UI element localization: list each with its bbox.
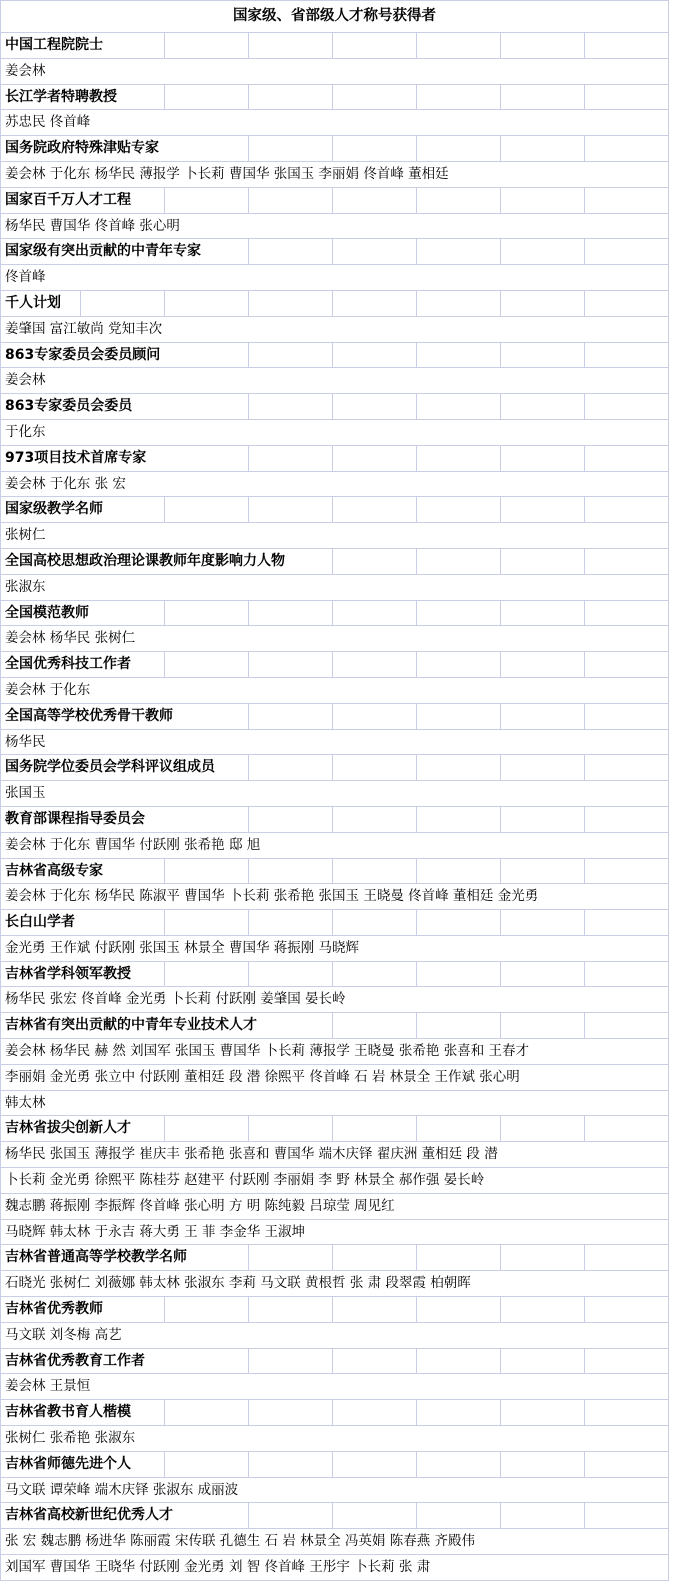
recipient-names: 姜会林 杨华民 赫 然 刘国军 张国玉 曹国华 卜长莉 薄报学 王晓曼 张希艳 张喜和 王春才 xyxy=(1,1039,669,1065)
names-row xyxy=(1,523,669,549)
recipient-names: 张 宏 魏志鹏 杨进华 陈丽霞 宋传联 孔德生 石 岩 林景全 冯英娟 陈春燕 齐殿伟 xyxy=(1,1529,669,1555)
empty-cell xyxy=(585,806,669,832)
empty-cell xyxy=(585,858,669,884)
empty-cell xyxy=(249,1451,333,1477)
category-title: 吉林省拔尖创新人才 xyxy=(1,1116,165,1142)
empty-cell xyxy=(333,33,417,59)
empty-cell xyxy=(165,33,249,59)
empty-cell xyxy=(249,290,333,316)
names-row xyxy=(1,935,669,961)
empty-cell xyxy=(417,1400,501,1426)
empty-cell xyxy=(585,1400,669,1426)
names-row xyxy=(1,884,669,910)
empty-cell xyxy=(417,394,501,420)
empty-cell xyxy=(333,910,417,936)
empty-cell xyxy=(165,652,249,678)
empty-cell xyxy=(249,703,333,729)
empty-cell xyxy=(417,1348,501,1374)
category-title: 国务院学位委员会学科评议组成员 xyxy=(1,755,249,781)
names-row xyxy=(1,471,669,497)
category-title: 973项目技术首席专家 xyxy=(1,445,249,471)
empty-cell xyxy=(585,342,669,368)
empty-cell xyxy=(249,652,333,678)
empty-cell xyxy=(585,548,669,574)
recipient-names: 石晓光 张树仁 刘薇娜 韩太林 张淑东 李莉 马文联 黄根哲 张 肃 段翠霞 柏朝晖 xyxy=(1,1271,669,1297)
empty-cell xyxy=(501,910,585,936)
names-row xyxy=(1,1039,669,1065)
empty-cell xyxy=(165,1297,249,1323)
empty-cell xyxy=(417,136,501,162)
category-title: 吉林省普通高等学校教学名师 xyxy=(1,1245,249,1271)
empty-cell xyxy=(333,84,417,110)
empty-cell xyxy=(417,910,501,936)
empty-cell xyxy=(333,290,417,316)
names-row xyxy=(1,316,669,342)
empty-cell xyxy=(417,33,501,59)
empty-cell xyxy=(249,858,333,884)
empty-cell xyxy=(417,652,501,678)
empty-cell xyxy=(249,1348,333,1374)
empty-cell xyxy=(501,497,585,523)
category-title: 吉林省有突出贡献的中青年专业技术人才 xyxy=(1,1013,333,1039)
empty-cell xyxy=(249,239,333,265)
category-row xyxy=(1,290,669,316)
empty-cell xyxy=(333,1348,417,1374)
recipient-names: 姜会林 于化东 xyxy=(1,677,669,703)
category-row xyxy=(1,1400,669,1426)
names-row xyxy=(1,1271,669,1297)
category-title: 全国高等学校优秀骨干教师 xyxy=(1,703,249,729)
category-title: 长江学者特聘教授 xyxy=(1,84,165,110)
category-row xyxy=(1,1503,669,1529)
empty-cell xyxy=(249,1503,333,1529)
recipient-names: 杨华民 曹国华 佟首峰 张心明 xyxy=(1,213,669,239)
category-title: 吉林省高级专家 xyxy=(1,858,165,884)
names-row xyxy=(1,1064,669,1090)
empty-cell xyxy=(501,755,585,781)
category-title: 吉林省高校新世纪优秀人才 xyxy=(1,1503,249,1529)
empty-cell xyxy=(585,1297,669,1323)
category-title: 国家级教学名师 xyxy=(1,497,165,523)
empty-cell xyxy=(333,703,417,729)
empty-cell xyxy=(249,136,333,162)
category-row xyxy=(1,1245,669,1271)
empty-cell xyxy=(585,445,669,471)
empty-cell xyxy=(249,187,333,213)
category-row xyxy=(1,961,669,987)
empty-cell xyxy=(333,187,417,213)
empty-cell xyxy=(417,239,501,265)
empty-cell xyxy=(165,1451,249,1477)
category-title: 中国工程院院士 xyxy=(1,33,165,59)
empty-cell xyxy=(501,342,585,368)
empty-cell xyxy=(501,84,585,110)
empty-cell xyxy=(165,1400,249,1426)
category-row xyxy=(1,548,669,574)
empty-cell xyxy=(501,1503,585,1529)
empty-cell xyxy=(585,394,669,420)
empty-cell xyxy=(417,445,501,471)
empty-cell xyxy=(333,755,417,781)
recipient-names: 马晓辉 韩太林 于永吉 蒋大勇 王 菲 李金华 王淑坤 xyxy=(1,1219,669,1245)
names-row xyxy=(1,729,669,755)
empty-cell xyxy=(417,342,501,368)
names-row xyxy=(1,1168,669,1194)
recipient-names: 张国玉 xyxy=(1,781,669,807)
category-title: 863专家委员会委员顾问 xyxy=(1,342,249,368)
recipient-names: 卜长莉 金光勇 徐熙平 陈桂芬 赵建平 付跃刚 李丽娟 李 野 林景全 郝作强 晏长岭 xyxy=(1,1168,669,1194)
empty-cell xyxy=(585,1503,669,1529)
empty-cell xyxy=(417,858,501,884)
empty-cell xyxy=(585,652,669,678)
empty-cell xyxy=(249,394,333,420)
names-row xyxy=(1,626,669,652)
empty-cell xyxy=(501,33,585,59)
category-row xyxy=(1,239,669,265)
category-row xyxy=(1,187,669,213)
names-row xyxy=(1,1426,669,1452)
empty-cell xyxy=(165,961,249,987)
empty-cell xyxy=(249,806,333,832)
category-row xyxy=(1,600,669,626)
empty-cell xyxy=(501,600,585,626)
empty-cell xyxy=(585,497,669,523)
category-row xyxy=(1,1013,669,1039)
names-row xyxy=(1,110,669,136)
category-title: 吉林省优秀教育工作者 xyxy=(1,1348,249,1374)
empty-cell xyxy=(501,858,585,884)
empty-cell xyxy=(501,703,585,729)
empty-cell xyxy=(249,445,333,471)
empty-cell xyxy=(333,806,417,832)
empty-cell xyxy=(417,1116,501,1142)
category-row xyxy=(1,806,669,832)
empty-cell xyxy=(417,1451,501,1477)
names-row xyxy=(1,1555,669,1581)
empty-cell xyxy=(585,1348,669,1374)
empty-cell xyxy=(165,290,249,316)
recipient-names: 马文联 刘冬梅 高艺 xyxy=(1,1322,669,1348)
empty-cell xyxy=(333,239,417,265)
recipient-names: 魏志鹏 蒋振刚 李振辉 佟首峰 张心明 方 明 陈纯毅 吕琼莹 周见红 xyxy=(1,1193,669,1219)
category-row xyxy=(1,342,669,368)
recipient-names: 金光勇 王作斌 付跃刚 张国玉 林景全 曹国华 蒋振刚 马晓辉 xyxy=(1,935,669,961)
category-title: 国家级有突出贡献的中青年专家 xyxy=(1,239,249,265)
empty-cell xyxy=(585,755,669,781)
recipient-names: 张树仁 张希艳 张淑东 xyxy=(1,1426,669,1452)
recipient-names: 姜会林 于化东 曹国华 付跃刚 张希艳 邸 旭 xyxy=(1,832,669,858)
names-row xyxy=(1,832,669,858)
empty-cell xyxy=(585,33,669,59)
empty-cell xyxy=(249,1245,333,1271)
empty-cell xyxy=(249,600,333,626)
empty-cell xyxy=(165,187,249,213)
empty-cell xyxy=(501,1116,585,1142)
empty-cell xyxy=(501,239,585,265)
empty-cell xyxy=(585,1245,669,1271)
category-title: 吉林省师德先进个人 xyxy=(1,1451,165,1477)
empty-cell xyxy=(165,497,249,523)
empty-cell xyxy=(501,1245,585,1271)
empty-cell xyxy=(585,703,669,729)
empty-cell xyxy=(165,910,249,936)
recipient-names: 姜肇国 富江敏尚 党知丰次 xyxy=(1,316,669,342)
empty-cell xyxy=(501,1451,585,1477)
empty-cell xyxy=(585,239,669,265)
recipient-names: 姜会林 杨华民 张树仁 xyxy=(1,626,669,652)
category-row xyxy=(1,1297,669,1323)
category-title: 全国高校思想政治理论课教师年度影响力人物 xyxy=(1,548,333,574)
empty-cell xyxy=(249,910,333,936)
category-row xyxy=(1,652,669,678)
empty-cell xyxy=(585,961,669,987)
category-row xyxy=(1,858,669,884)
names-row xyxy=(1,213,669,239)
empty-cell xyxy=(333,1245,417,1271)
empty-cell xyxy=(249,755,333,781)
empty-cell xyxy=(501,1400,585,1426)
recipient-names: 马文联 谭荣峰 端木庆铎 张淑东 成丽波 xyxy=(1,1477,669,1503)
names-row xyxy=(1,265,669,291)
recipient-names: 姜会林 于化东 杨华民 陈淑平 曹国华 卜长莉 张希艳 张国玉 王晓曼 佟首峰 董相廷 金光勇 xyxy=(1,884,669,910)
empty-cell xyxy=(417,187,501,213)
recipient-names: 佟首峰 xyxy=(1,265,669,291)
category-title: 全国优秀科技工作者 xyxy=(1,652,165,678)
category-row xyxy=(1,1116,669,1142)
names-row xyxy=(1,1529,669,1555)
category-row xyxy=(1,1348,669,1374)
recipient-names: 苏忠民 佟首峰 xyxy=(1,110,669,136)
empty-cell xyxy=(249,1116,333,1142)
recipient-names: 李丽娟 金光勇 张立中 付跃刚 董相廷 段 潜 徐熙平 佟首峰 石 岩 林景全 王作斌 张心明 xyxy=(1,1064,669,1090)
names-row xyxy=(1,987,669,1013)
empty-cell xyxy=(417,961,501,987)
recipient-names: 杨华民 张宏 佟首峰 金光勇 卜长莉 付跃刚 姜肇国 晏长岭 xyxy=(1,987,669,1013)
empty-cell xyxy=(585,600,669,626)
empty-cell xyxy=(333,1013,417,1039)
empty-cell xyxy=(501,548,585,574)
empty-cell xyxy=(249,961,333,987)
empty-cell xyxy=(417,1013,501,1039)
names-row xyxy=(1,1090,669,1116)
empty-cell xyxy=(585,136,669,162)
empty-cell xyxy=(501,1348,585,1374)
empty-cell xyxy=(333,445,417,471)
empty-cell xyxy=(333,394,417,420)
recipient-names: 杨华民 张国玉 薄报学 崔庆丰 张希艳 张喜和 曹国华 端木庆铎 翟庆洲 董相廷 段 潜 xyxy=(1,1142,669,1168)
empty-cell xyxy=(333,858,417,884)
category-title: 吉林省优秀教师 xyxy=(1,1297,165,1323)
empty-cell xyxy=(333,497,417,523)
category-title: 国务院政府特殊津贴专家 xyxy=(1,136,249,162)
names-row xyxy=(1,58,669,84)
empty-cell xyxy=(249,1400,333,1426)
empty-cell xyxy=(585,1451,669,1477)
category-title: 全国模范教师 xyxy=(1,600,165,626)
recipient-names: 刘国军 曹国华 王晓华 付跃刚 金光勇 刘 智 佟首峰 王彤宇 卜长莉 张 肃 xyxy=(1,1555,669,1581)
category-title: 吉林省教书育人楷模 xyxy=(1,1400,165,1426)
empty-cell xyxy=(585,290,669,316)
recipient-names: 姜会林 王景恒 xyxy=(1,1374,669,1400)
names-row xyxy=(1,419,669,445)
names-row xyxy=(1,1322,669,1348)
empty-cell xyxy=(585,1013,669,1039)
category-row xyxy=(1,755,669,781)
empty-cell xyxy=(501,136,585,162)
empty-cell xyxy=(417,806,501,832)
empty-cell xyxy=(333,1297,417,1323)
empty-cell xyxy=(585,910,669,936)
empty-cell xyxy=(333,1503,417,1529)
empty-cell xyxy=(249,497,333,523)
empty-cell xyxy=(417,84,501,110)
empty-cell xyxy=(501,187,585,213)
empty-cell xyxy=(417,600,501,626)
empty-cell xyxy=(333,1400,417,1426)
names-row xyxy=(1,677,669,703)
empty-cell xyxy=(165,84,249,110)
empty-cell xyxy=(249,342,333,368)
empty-cell xyxy=(501,961,585,987)
names-row xyxy=(1,1193,669,1219)
empty-cell xyxy=(417,1297,501,1323)
empty-cell xyxy=(165,600,249,626)
empty-cell xyxy=(417,755,501,781)
recipient-names: 姜会林 于化东 杨华民 薄报学 卜长莉 曹国华 张国玉 李丽娟 佟首峰 董相廷 xyxy=(1,161,669,187)
category-title: 吉林省学科领军教授 xyxy=(1,961,165,987)
empty-cell xyxy=(417,497,501,523)
empty-cell xyxy=(501,1013,585,1039)
empty-cell xyxy=(417,703,501,729)
names-row xyxy=(1,368,669,394)
page-title: 国家级、省部级人才称号获得者 xyxy=(1,1,669,33)
recipient-names: 张淑东 xyxy=(1,574,669,600)
empty-cell xyxy=(417,1503,501,1529)
empty-cell xyxy=(501,652,585,678)
empty-cell xyxy=(333,548,417,574)
names-row xyxy=(1,1374,669,1400)
category-row xyxy=(1,910,669,936)
category-row xyxy=(1,703,669,729)
category-row xyxy=(1,497,669,523)
category-row xyxy=(1,33,669,59)
empty-cell xyxy=(249,84,333,110)
category-title: 长白山学者 xyxy=(1,910,165,936)
recipient-names: 姜会林 xyxy=(1,58,669,84)
recipient-names: 韩太林 xyxy=(1,1090,669,1116)
empty-cell xyxy=(333,652,417,678)
empty-cell xyxy=(417,548,501,574)
empty-cell xyxy=(417,1245,501,1271)
empty-cell xyxy=(333,1116,417,1142)
recipient-names: 于化东 xyxy=(1,419,669,445)
empty-cell xyxy=(165,1116,249,1142)
empty-cell xyxy=(585,187,669,213)
empty-cell xyxy=(333,600,417,626)
recipient-names: 姜会林 于化东 张 宏 xyxy=(1,471,669,497)
names-row xyxy=(1,574,669,600)
category-row xyxy=(1,394,669,420)
empty-cell xyxy=(333,136,417,162)
empty-cell xyxy=(501,290,585,316)
empty-cell xyxy=(249,33,333,59)
empty-cell xyxy=(585,1116,669,1142)
category-title: 千人计划 xyxy=(1,290,81,316)
recipient-names: 姜会林 xyxy=(1,368,669,394)
category-row xyxy=(1,1451,669,1477)
empty-cell xyxy=(501,394,585,420)
category-title: 国家百千万人才工程 xyxy=(1,187,165,213)
recipient-names: 杨华民 xyxy=(1,729,669,755)
category-title: 教育部课程指导委员会 xyxy=(1,806,249,832)
empty-cell xyxy=(501,445,585,471)
names-row xyxy=(1,1477,669,1503)
empty-cell xyxy=(333,342,417,368)
empty-cell xyxy=(165,858,249,884)
title-row xyxy=(1,1,669,33)
empty-cell xyxy=(333,1451,417,1477)
category-title: 863专家委员会委员 xyxy=(1,394,249,420)
recipient-names: 张树仁 xyxy=(1,523,669,549)
names-row xyxy=(1,781,669,807)
category-row xyxy=(1,445,669,471)
names-row xyxy=(1,1219,669,1245)
names-row xyxy=(1,1142,669,1168)
empty-cell xyxy=(333,961,417,987)
empty-cell xyxy=(417,290,501,316)
category-row xyxy=(1,84,669,110)
category-row xyxy=(1,136,669,162)
empty-cell xyxy=(249,1297,333,1323)
names-row xyxy=(1,161,669,187)
empty-cell xyxy=(81,290,165,316)
empty-cell xyxy=(585,84,669,110)
empty-cell xyxy=(501,806,585,832)
empty-cell xyxy=(501,1297,585,1323)
